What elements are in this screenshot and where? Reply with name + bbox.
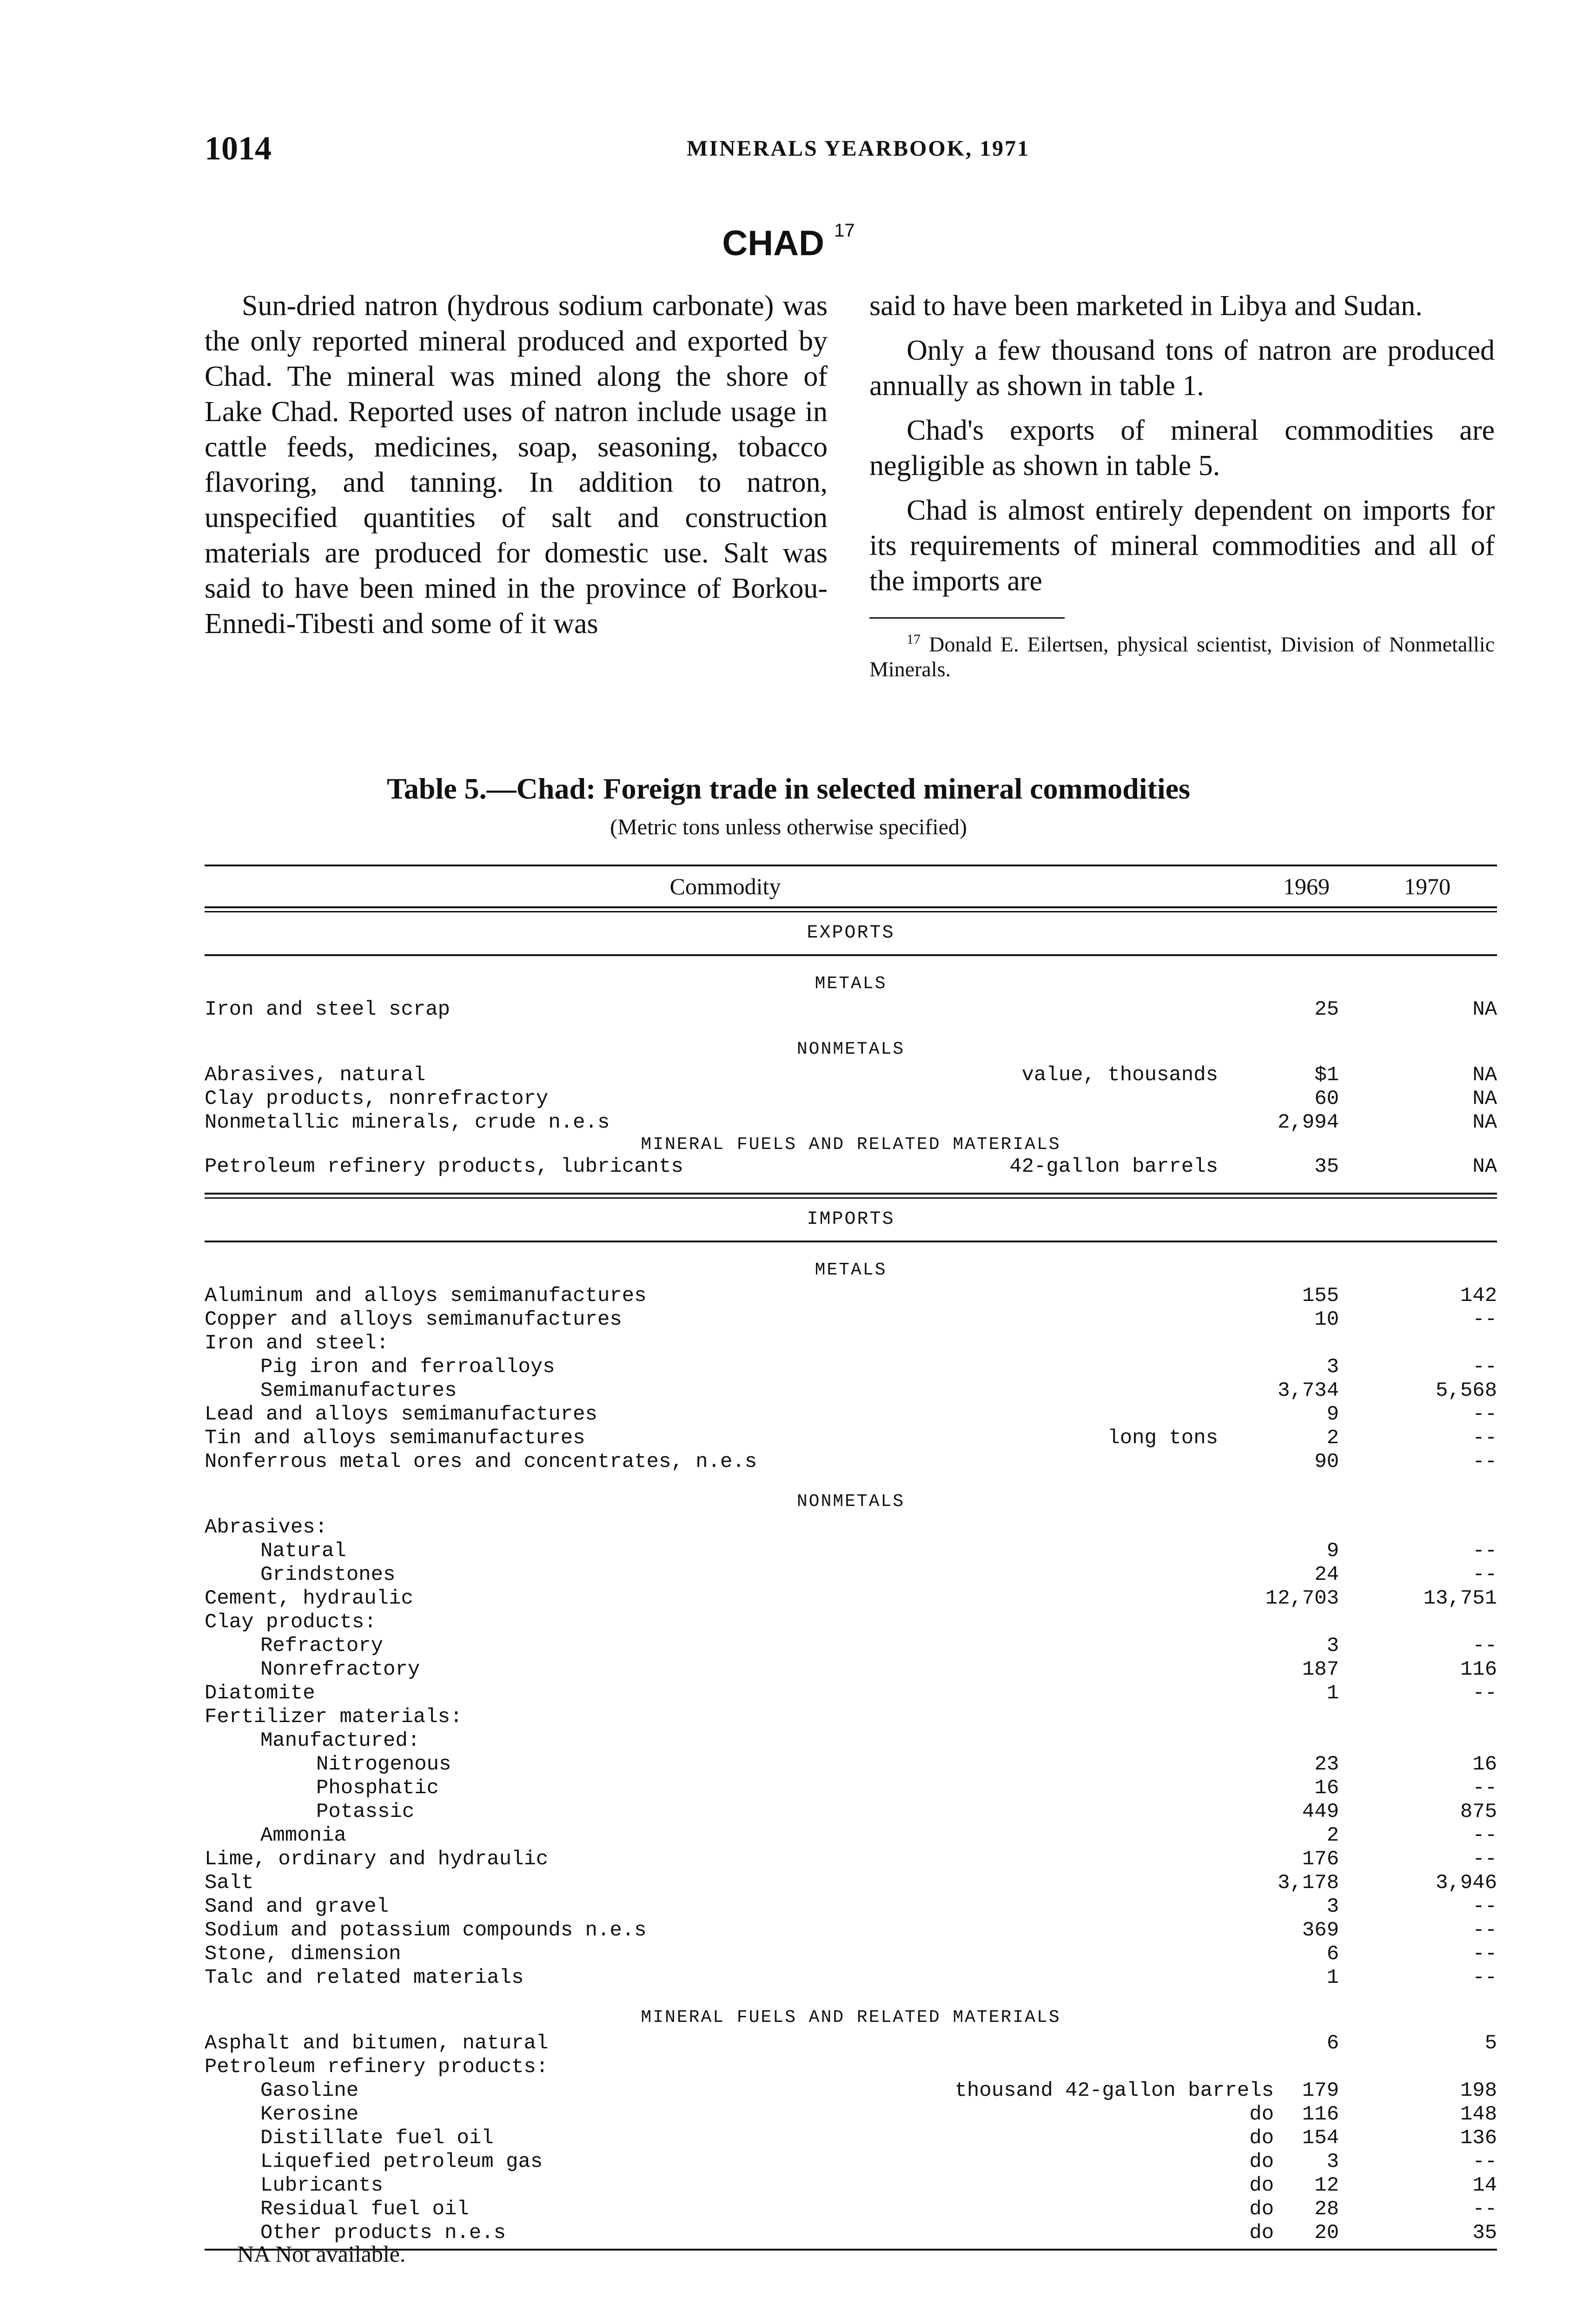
table-row [205,1634,1497,1658]
value-1969: 1 [1326,1682,1339,1705]
value-1970: 148 [1460,2103,1497,2126]
table-row [205,1332,1497,1355]
value-1970: NA [1472,1087,1497,1110]
value-1969: 176 [1302,1848,1339,1871]
value-1969: $1 [1314,1063,1339,1087]
row-label [205,1848,1218,1871]
row-label [205,2198,1274,2221]
table-row [205,1063,1497,1087]
footnote-ref: 17 [834,220,855,241]
table-row [205,1800,1497,1824]
row-label [205,998,1218,1022]
value-1969: 20 [1314,2221,1339,2245]
row-label [205,1824,1274,1848]
commodity-name: Refractory [260,1634,385,1657]
paragraph: said to have been marketed in Libya and Sudan. [869,290,1423,322]
value-1969: 28 [1314,2198,1339,2221]
commodity-name: Iron and steel: [205,1332,391,1355]
value-1970: 5 [1484,2032,1497,2055]
value-1969: 155 [1302,1284,1339,1307]
row-label [205,1563,1274,1587]
table-row [205,1871,1497,1895]
value-1969: 3 [1326,1895,1339,1918]
value-1969: 179 [1302,2079,1339,2102]
value-1970: -- [1472,1942,1497,1966]
unit-label: do [1246,2150,1274,2174]
page-header [205,129,1512,166]
value-1969: 35 [1314,1155,1339,1178]
row-label [205,1516,1218,1539]
table-subcaption: (Metric tons unless otherwise specified) [610,815,967,839]
row-label [205,2032,1218,2055]
commodity-name: Petroleum refinery products, lubricants [205,1155,685,1178]
row-label [205,1284,1218,1308]
subsection-heading: MINERAL FUELS AND RELATED MATERIALS [641,2007,1061,2027]
table-row [205,2079,1497,2103]
value-1969: 2,994 [1277,1111,1339,1134]
section-title [0,220,1577,264]
subsection-heading: MINERAL FUELS AND RELATED MATERIALS [641,1135,1061,1155]
table-row [205,1824,1497,1848]
commodity-name: Grindstones [260,1563,397,1586]
subsection-heading: NONMETALS [796,1492,905,1512]
commodity-name: Abrasives: [205,1516,329,1539]
table-row [205,1919,1497,1942]
table-row [205,1658,1497,1682]
table-row [205,1753,1497,1776]
commodity-name: Iron and steel scrap [205,998,452,1021]
row-label [205,1919,1218,1942]
value-1970: -- [1472,1919,1497,1942]
value-1969: 6 [1326,1942,1339,1966]
value-1970: NA [1472,998,1497,1021]
unit-label: long tons [1105,1426,1218,1450]
value-1970: -- [1472,1450,1497,1473]
paragraph: Chad's exports of mineral commodities are negligible as shown in table 5. [869,415,1495,482]
unit-label: 42-gallon barrels [1007,1155,1218,1179]
table-row [205,2103,1497,2126]
right-column [869,288,1495,682]
row-label [205,1332,1218,1355]
row-label [205,1966,1218,1990]
row-label [205,1871,1218,1895]
row-label [205,1942,1218,1966]
commodity-name: Clay products: [205,1611,378,1634]
commodity-name: Aluminum and alloys semimanufactures [205,1284,649,1307]
value-1970: -- [1472,1308,1497,1331]
commodity-name: Copper and alloys semimanufactures [205,1308,624,1331]
commodity-name: Pig iron and ferroalloys [260,1355,557,1379]
table-header [205,866,1497,906]
value-1969: 25 [1314,998,1339,1021]
left-column [205,288,828,651]
row-label [205,1355,1274,1379]
value-1969: 3 [1326,2150,1339,2173]
imports-metals-rows [205,1284,1497,1474]
value-1970: -- [1472,1682,1497,1705]
value-1970: -- [1472,1776,1497,1800]
commodity-name: Salt [205,1871,256,1895]
exports-heading: EXPORTS [807,923,895,944]
row-label [205,1776,1330,1800]
subsection-heading: METALS [815,1260,887,1280]
commodity-name: Cement, hydraulic [205,1587,415,1610]
running-title: MINERALS YEARBOOK, 1971 [687,136,1030,161]
commodity-name: Semimanufactures [260,1379,458,1402]
row-label [205,1587,1218,1611]
value-1970: 142 [1460,1284,1497,1307]
value-1969: 23 [1314,1753,1339,1776]
exports-metals-rows [205,998,1497,1022]
value-1970: -- [1472,2150,1497,2173]
value-1970: 875 [1460,1800,1497,1823]
value-1969: 154 [1302,2126,1339,2150]
page-number: 1014 [205,130,272,167]
row-label [205,1450,1218,1474]
row-label [205,2174,1274,2198]
value-1970: 3,946 [1435,1871,1497,1895]
unit-label: thousand 42-gallon barrels [952,2079,1274,2103]
value-1969: 6 [1326,2032,1339,2055]
unit-label: do [1246,2103,1274,2126]
table-row [205,1539,1497,1563]
table-row [205,1942,1497,1966]
exports-fuels-rows [205,1155,1497,1179]
value-1969: 9 [1326,1403,1339,1426]
table-row [205,2055,1497,2079]
paragraph: Chad is almost entirely dependent on imports for its requirements of mineral commodities and all of the imports are [869,495,1495,597]
table-row [205,1563,1497,1587]
commodity-name: Nonrefractory [260,1658,422,1681]
section-rule [205,1193,1497,1195]
value-1970: -- [1472,1848,1497,1871]
value-1970: 16 [1472,1753,1497,1776]
value-1970: -- [1472,1895,1497,1918]
value-1969: 16 [1314,1776,1339,1800]
row-label [205,1426,1218,1450]
commodity-name: Clay products, nonrefractory [205,1087,550,1110]
commodity-name: Stone, dimension [205,1942,403,1966]
row-label [205,1705,1218,1729]
unit-label: do [1246,2174,1274,2198]
col-commodity: Commodity [669,873,781,899]
paragraph: Only a few thousand tons of natron are produced annually as shown in table 1. [869,335,1495,402]
value-1970: 13,751 [1423,1587,1497,1610]
value-1969: 90 [1314,1450,1339,1473]
value-1970: 35 [1472,2221,1497,2245]
table-row [205,1284,1497,1308]
row-label [205,2150,1274,2174]
row-label [205,1111,1218,1135]
table-row [205,998,1497,1022]
commodity-name: Lubricants [260,2174,385,2197]
row-label [205,1611,1218,1634]
value-1970: NA [1472,1111,1497,1134]
commodity-name: Residual fuel oil [260,2198,471,2221]
row-label [205,2103,1274,2126]
value-1969: 1 [1326,1966,1339,1989]
value-1970: -- [1472,1563,1497,1586]
table-row [205,1155,1497,1179]
table-row [205,2032,1497,2055]
commodity-name: Kerosine [260,2103,360,2126]
row-label [205,1729,1274,1753]
commodity-name: Lead and alloys semimanufactures [205,1403,599,1426]
value-1970: -- [1472,1966,1497,1989]
value-1970: 116 [1460,1658,1497,1681]
value-1969: 9 [1326,1539,1339,1563]
footnote [869,627,1495,682]
col-1970: 1970 [1404,873,1451,899]
unit-label: value, thousands [1019,1063,1218,1087]
commodity-name: Nonferrous metal ores and concentrates, n.e.s [205,1450,759,1473]
value-1969: 3,178 [1277,1871,1339,1895]
table-row [205,1611,1497,1634]
table-row [205,1087,1497,1111]
table-row [205,2198,1497,2221]
trade-table [205,865,1497,2251]
commodity-name: Ammonia [260,1824,348,1847]
value-1970: -- [1472,1403,1497,1426]
row-label [205,1063,1218,1087]
table-row [205,1895,1497,1919]
commodity-name: Lime, ordinary and hydraulic [205,1848,550,1871]
imports-nonmetals-rows [205,1516,1497,1990]
value-1970: 14 [1472,2174,1497,2197]
row-label [205,1800,1330,1824]
subsection-heading: METALS [815,974,887,994]
commodity-name: Distillate fuel oil [260,2126,496,2150]
row-label [205,1658,1274,1682]
row-label [205,1155,1218,1179]
table-row [205,1682,1497,1705]
row-label [205,1634,1274,1658]
row-label [205,1308,1218,1332]
table-row [205,1705,1497,1729]
commodity-name: Sand and gravel [205,1895,391,1918]
value-1970: -- [1472,1824,1497,1847]
value-1969: 369 [1302,1919,1339,1942]
value-1970: -- [1472,1426,1497,1450]
commodity-name: Other products n.e.s [260,2221,508,2245]
value-1969: 3,734 [1277,1379,1339,1402]
commodity-name: Diatomite [205,1682,317,1705]
commodity-name: Sodium and potassium compounds n.e.s [205,1919,649,1942]
commodity-name: Phosphatic [316,1776,441,1800]
header-rule [205,906,1497,908]
subsection-heading: NONMETALS [796,1039,905,1059]
imports-heading: IMPORTS [807,1209,895,1230]
value-1970: -- [1472,1634,1497,1657]
commodity-name: Asphalt and bitumen, natural [205,2032,550,2055]
row-label [205,2079,1274,2103]
row-label [205,1895,1218,1919]
commodity-name: Tin and alloys semimanufactures [205,1426,587,1450]
commodity-name: Gasoline [260,2079,360,2102]
commodity-name: Nitrogenous [316,1753,453,1776]
value-1969: 449 [1302,1800,1339,1823]
table-caption: Table 5.—Chad: Foreign trade in selected mineral commodities [387,772,1190,805]
row-label [205,1539,1274,1563]
commodity-name: Abrasives, natural [205,1063,427,1087]
row-label [205,1682,1218,1705]
table-row [205,1308,1497,1332]
imports-fuels-rows [205,2032,1497,2245]
footnote-number: 17 [907,632,921,647]
unit-label: do [1246,2221,1274,2245]
commodity-name: Manufactured: [260,1729,422,1752]
paragraph: Sun-dried natron (hydrous sodium carbonate) was the only reported mineral produced and exported by Chad. The mineral was mined along the shore of Lake Chad. Reported uses of natron include usage in cattle feeds, medicines, soap, seasoning, tobacco flavoring, and tanning. In addition to natron, unspecified quantities of salt and construction materials are produced for domestic use. Salt was said to have been mined in the province of Borkou-Ennedi-Tibesti and some of it was [205,290,828,640]
value-1970: 136 [1460,2126,1497,2150]
table-row [205,1111,1497,1135]
value-1969: 2 [1326,1824,1339,1847]
table-row [205,1450,1497,1474]
value-1969: 12,703 [1265,1587,1339,1610]
table-row [205,1355,1497,1379]
row-label [205,2126,1274,2150]
col-1969: 1969 [1283,873,1330,899]
commodity-name: Petroleum refinery products: [205,2055,550,2079]
commodity-name: Liquefied petroleum gas [260,2150,544,2173]
row-label [205,1087,1218,1111]
table-note: NA Not available. [237,2241,406,2267]
value-1969: 3 [1326,1355,1339,1379]
footnote-text: Donald E. Eilertsen, physical scientist, Division of Nonmetallic Minerals. [869,632,1495,681]
table-row [205,1403,1497,1426]
value-1969: 12 [1314,2174,1339,2197]
value-1970: -- [1472,1355,1497,1379]
commodity-name: Fertilizer materials: [205,1705,464,1729]
commodity-name: Potassic [316,1800,416,1823]
value-1969: 3 [1326,1634,1339,1657]
section-title-text: CHAD [722,224,824,263]
unit-label: do [1246,2126,1274,2150]
value-1970: -- [1472,1539,1497,1563]
value-1969: 24 [1314,1563,1339,1586]
value-1970: NA [1472,1063,1497,1087]
table-row [205,2174,1497,2198]
table-row [205,1426,1497,1450]
value-1970: -- [1472,2198,1497,2221]
table-row [205,1776,1497,1800]
footnote-divider [869,617,1065,619]
table-row [205,1379,1497,1403]
table-row [205,2126,1497,2150]
exports-nonmetals-rows [205,1063,1497,1135]
row-label [205,1753,1330,1776]
table-row [205,2150,1497,2174]
row-label [205,1379,1274,1403]
value-1970: 198 [1460,2079,1497,2102]
value-1970: NA [1472,1155,1497,1178]
commodity-name: Talc and related materials [205,1966,526,1989]
row-label [205,1403,1218,1426]
value-1969: 187 [1302,1658,1339,1681]
value-1969: 2 [1326,1426,1339,1450]
table-row [205,1729,1497,1753]
commodity-name: Natural [260,1539,348,1563]
table-row [205,1516,1497,1539]
table-row [205,1848,1497,1871]
commodity-name: Nonmetallic minerals, crude n.e.s [205,1111,611,1134]
value-1969: 116 [1302,2103,1339,2126]
value-1970: 5,568 [1435,1379,1497,1402]
table-row [205,1966,1497,1990]
value-1969: 10 [1314,1308,1339,1331]
value-1969: 60 [1314,1087,1339,1110]
row-label [205,2055,1218,2079]
table-row [205,1587,1497,1611]
unit-label: do [1246,2198,1274,2221]
